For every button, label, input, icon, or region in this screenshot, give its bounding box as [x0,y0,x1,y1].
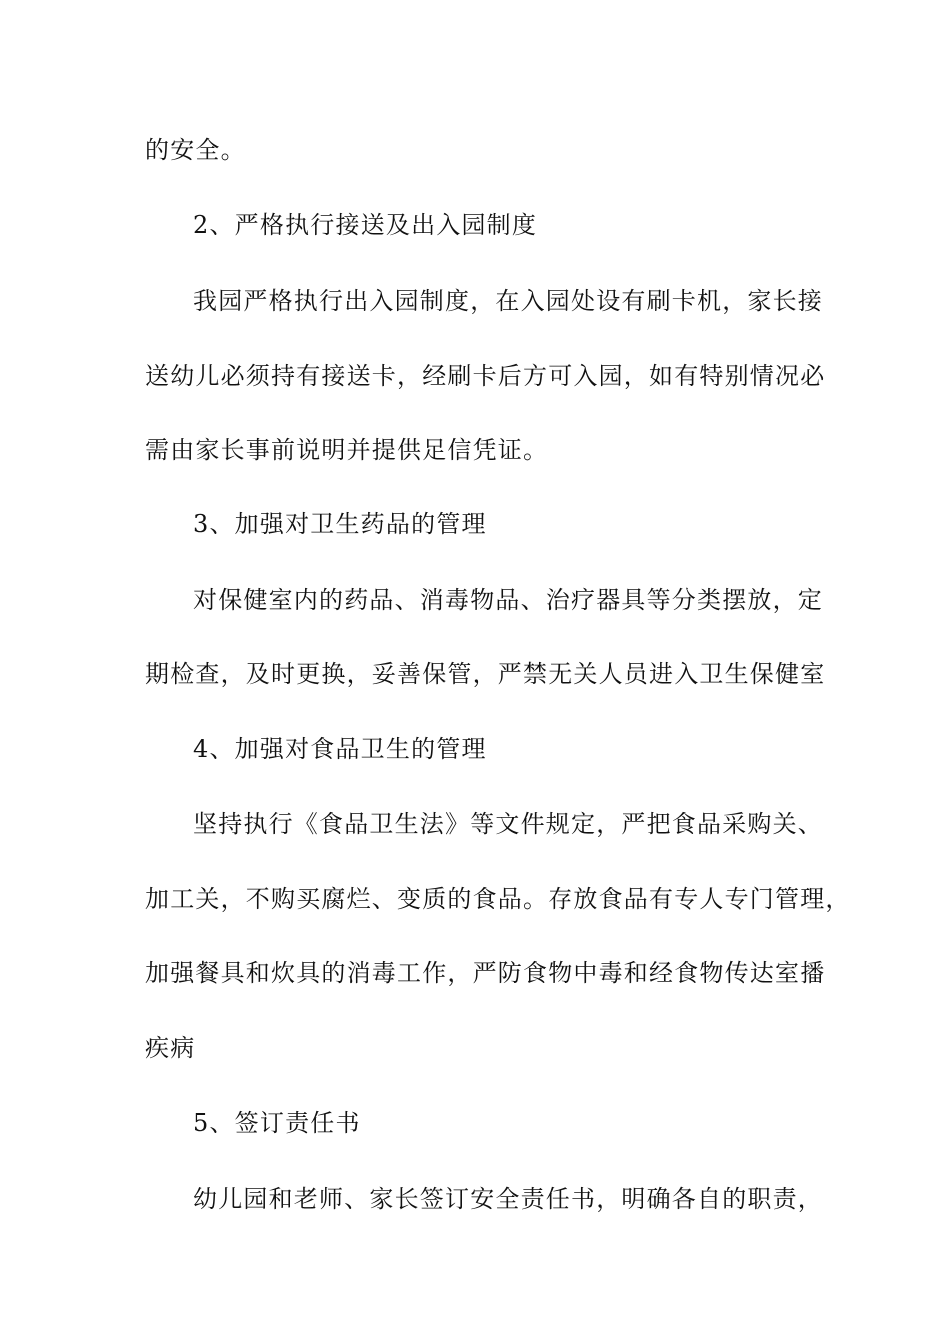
paragraph-line-1: 的安全。 [145,136,246,164]
paragraph-line-5: 对保健室内的药品、消毒物品、治疗器具等分类摆放，定 [193,586,823,614]
paragraph-line-7: 坚持执行《食品卫生法》等文件规定，严把食品采购关、 [193,810,823,838]
section-heading-3: 3、加强对卫生药品的管理 [193,510,487,538]
paragraph-line-4: 需由家长事前说明并提供足信凭证。 [145,436,549,464]
paragraph-line-10: 疾病 [145,1034,196,1062]
section-heading-4: 4、加强对食品卫生的管理 [193,735,487,763]
section-heading-2: 2、严格执行接送及出入园制度 [193,211,538,239]
paragraph-line-9: 加强餐具和炊具的消毒工作，严防食物中毒和经食物传达室播 [145,959,826,987]
section-heading-5: 5、签订责任书 [193,1109,361,1137]
paragraph-line-3: 送幼儿必须持有接送卡，经刷卡后方可入园，如有特别情况必 [145,362,826,390]
paragraph-line-6: 期检查，及时更换，妥善保管，严禁无关人员进入卫生保健室 [145,660,826,688]
paragraph-line-11: 幼儿园和老师、家长签订安全责任书，明确各自的职责， [193,1185,823,1213]
paragraph-line-8: 加工关，不购买腐烂、变质的食品。存放食品有专人专门管理， [145,885,851,913]
paragraph-line-2: 我园严格执行出入园制度，在入园处设有刷卡机，家长接 [193,287,823,315]
